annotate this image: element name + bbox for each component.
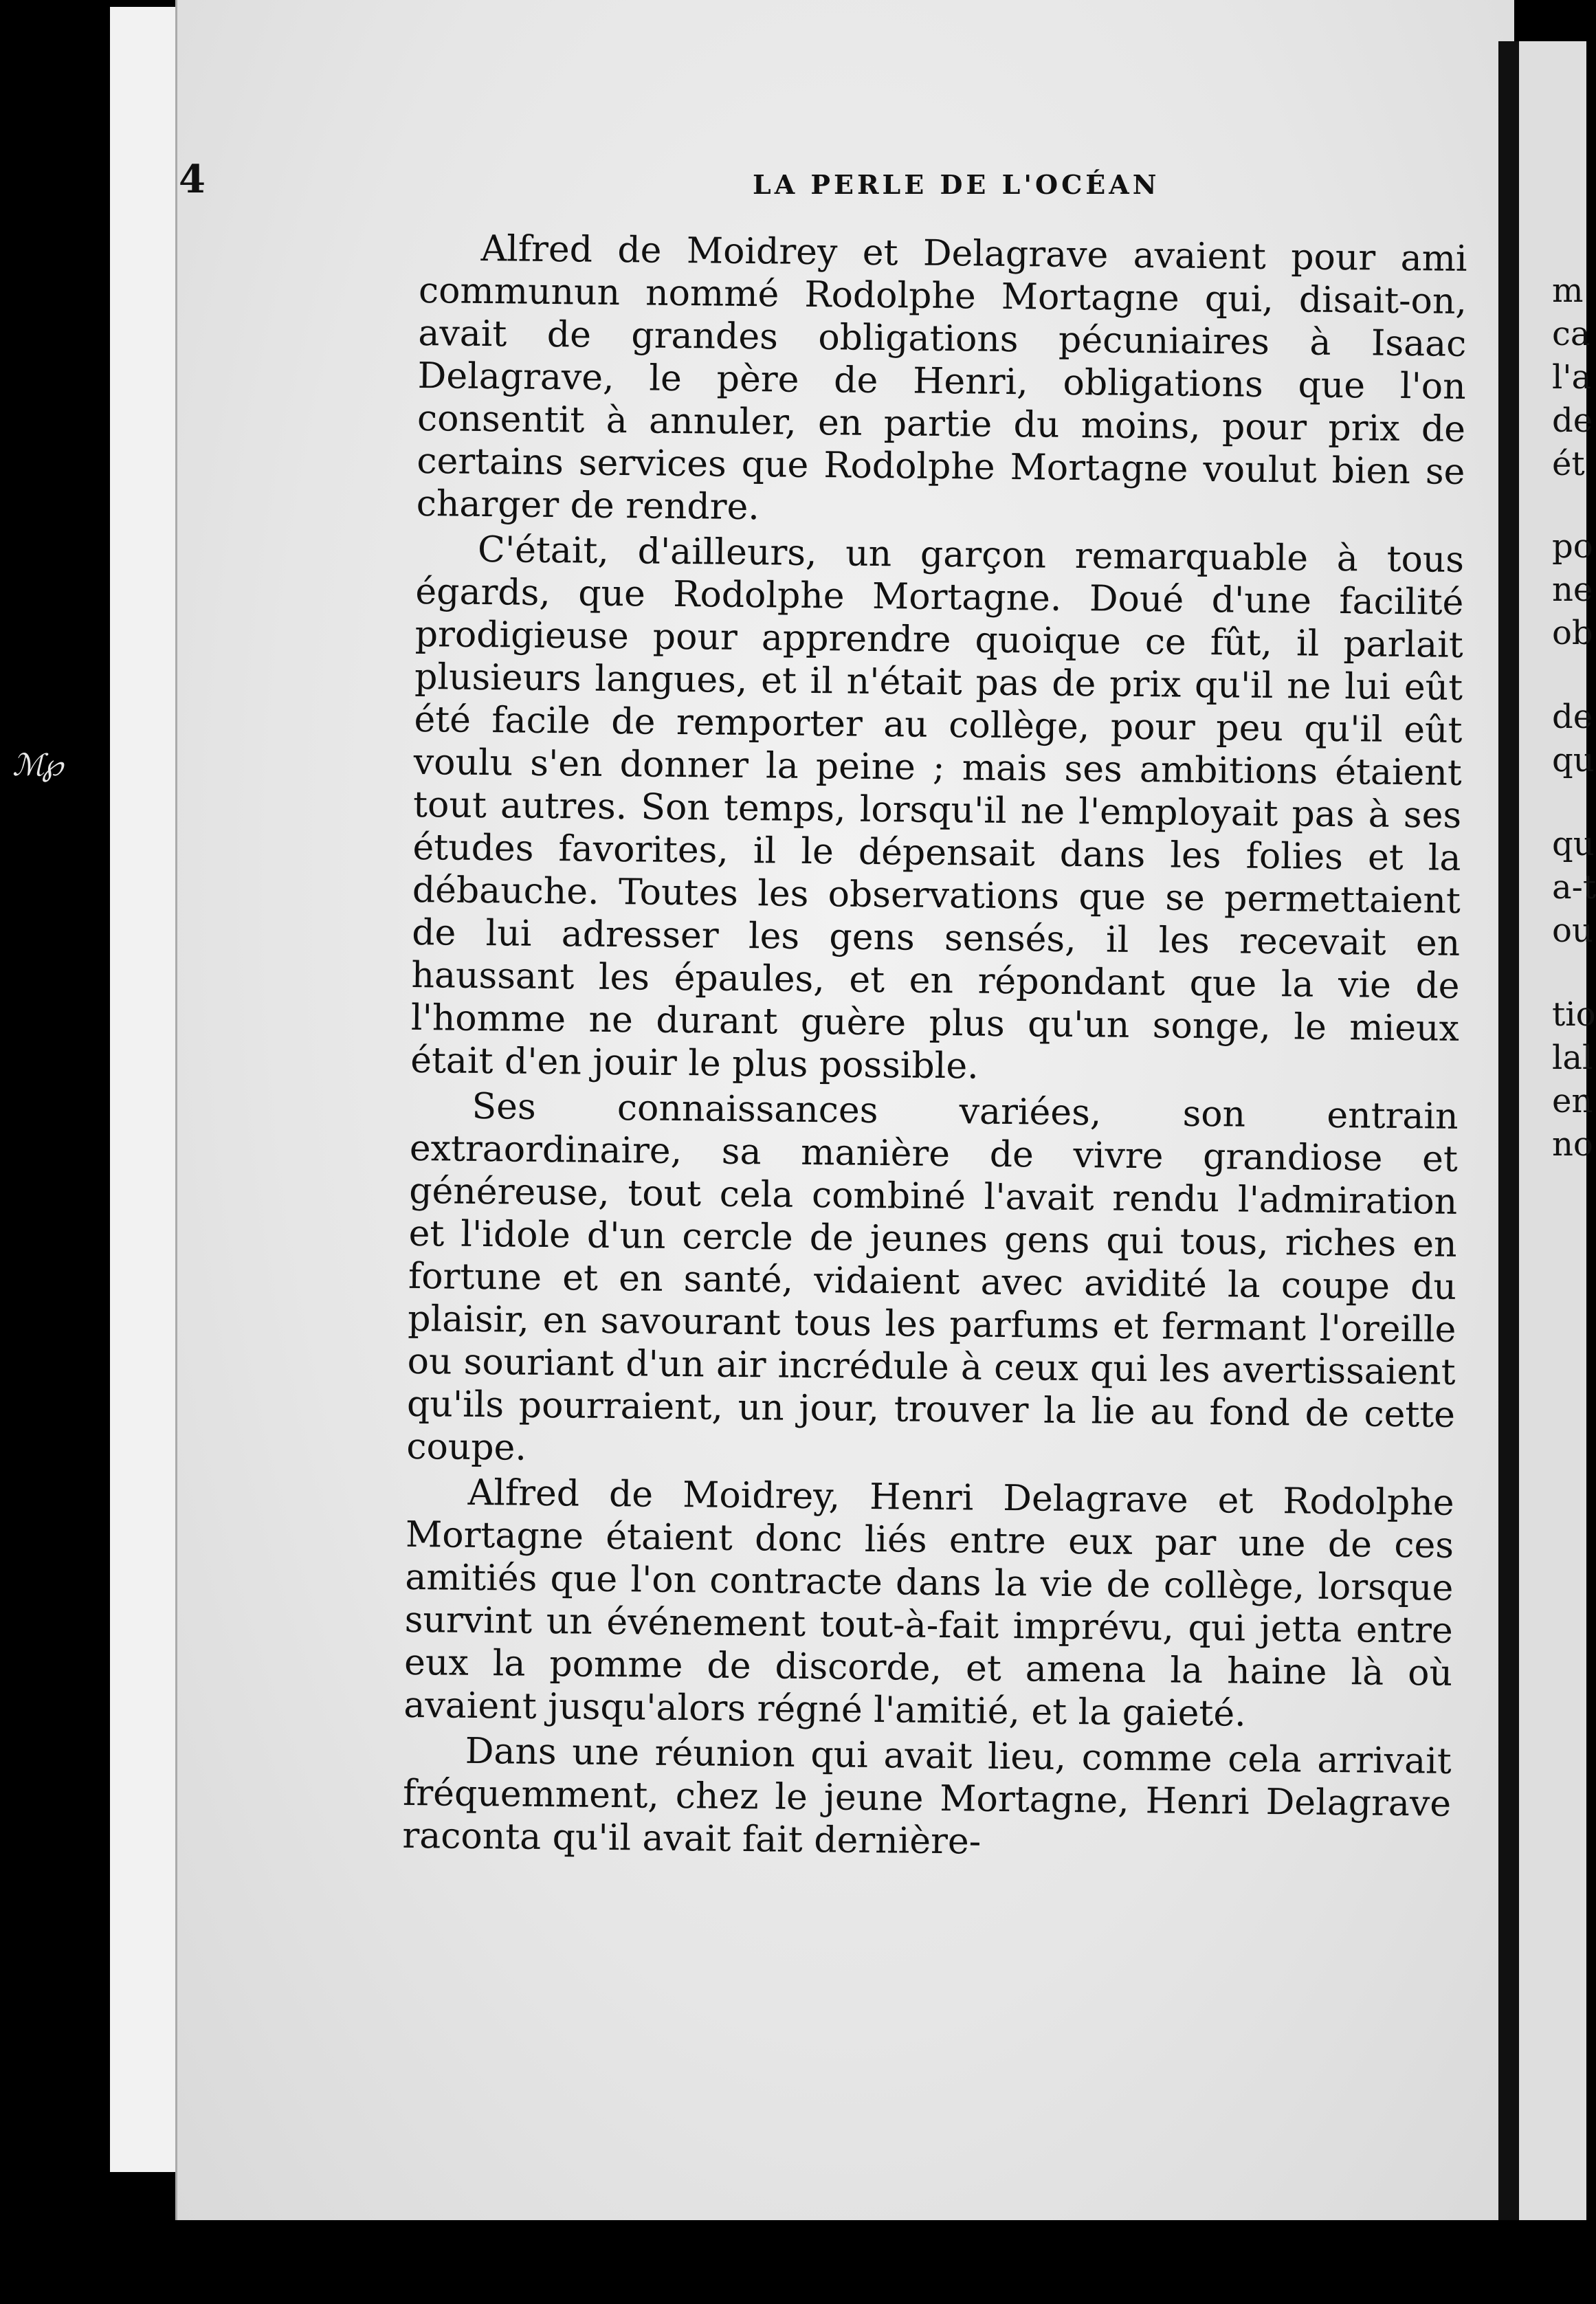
paragraph: Alfred de Moidrey, Henri Delagrave et Rodolphe Mortagne étaient donc liés entre eux par une de ces amitiés que l'on contracte dans la vie de collège, lorsque survint un événement tout-à-fait imprévu, qui jetta entre eux la pomme de discorde, et amena la haine là où avaient jusqu'alors régné l'amitié, et la gaieté. xyxy=(403,1472,1454,1735)
facing-page-fragment: qu xyxy=(1552,825,1595,863)
facing-page-fragment: ob xyxy=(1552,614,1593,652)
paragraph: Alfred de Moidrey et Delagrave avaient pour ami communun nommé Rodolphe Mortagne qui, disait-on, avait de grandes obligations pécuniaires à Isaac Delagrave, le père de Henri, obligations que l'on consentit à annuler, en partie du moins, pour prix de certains services que Rodolphe Mortagne voulut bien se charger de rendre. xyxy=(416,228,1467,529)
facing-page-fragment: ca xyxy=(1552,315,1591,353)
facing-page-edge xyxy=(1519,41,1596,2234)
facing-page-fragment: lal xyxy=(1552,1039,1593,1077)
facing-page-fragment: ét xyxy=(1552,445,1585,483)
scan-border-left xyxy=(0,0,120,2304)
facing-page-fragment: l'a xyxy=(1552,358,1592,397)
body-text xyxy=(402,227,1467,1871)
facing-page-fragment: de xyxy=(1552,401,1593,440)
facing-page-fragment: de xyxy=(1552,698,1593,736)
paragraph: C'était, d'ailleurs, un garçon remarquable à tous égards, que Rodolphe Mortagne. Doué d'une facilité prodigieuse pour apprendre quoique ce fût, il parlait plusieurs langues, et il n'était pas de prix qu'il ne lui eût été facile de remporter au collège, pour peu qu'il eût voulu s'en donner la peine ; mais ses ambitions étaient tout autres. Son temps, lorsqu'il ne l'employait pas à ses études favorites, il le dépensait dans les folies et la débauche. Toutes les observations que se permettaient de lui adresser les gens sensés, il les recevait en haussant les épaules, et en répondant que la vie de l'homme ne durant guère plus qu'un songe, le mieux était d'en jouir le plus possible. xyxy=(410,529,1465,1087)
paragraph: Ses connaissances variées, son entrain extraordinaire, sa manière de vivre grandiose et généreuse, tout cela combiné l'avait rendu l'admiration et l'idole d'un cercle de jeunes gens qui tous, riches en fortune et en santé, vidaient avec avidité la coupe du plaisir, en savourant tous les parfums et fermant l'oreille ou souriant d'un air incrédule à ceux qui les avertissaient qu'ils pourraient, un jour, trouver la lie au fond de cette coupe. xyxy=(406,1085,1459,1469)
book-gutter xyxy=(1498,41,1519,2234)
facing-page-fragment: tio xyxy=(1552,995,1596,1034)
facing-page-fragment: qu xyxy=(1552,741,1595,779)
paragraph: Dans une réunion qui avait lieu, comme cela arrivait fréquemment, chez le jeune Mortagne, Henri Delagrave raconta qu'il avait fait dernière- xyxy=(402,1730,1452,1863)
facing-page-fragment: a-t xyxy=(1552,868,1596,907)
facing-page-fragment: ne xyxy=(1552,571,1593,609)
facing-page-fragment: m xyxy=(1552,272,1584,310)
scan-border-bottom xyxy=(120,2220,1586,2304)
margin-handwritten-mark: ℳ℘ xyxy=(12,748,60,783)
running-title: LA PERLE DE L'OCÉAN xyxy=(753,169,1160,200)
facing-page-fragment: en xyxy=(1552,1082,1593,1120)
facing-page-fragment: po xyxy=(1552,527,1593,566)
facing-page-fragment: ou xyxy=(1552,911,1593,950)
page-number: 4 xyxy=(179,157,206,202)
facing-page-fragment: no xyxy=(1552,1125,1593,1164)
